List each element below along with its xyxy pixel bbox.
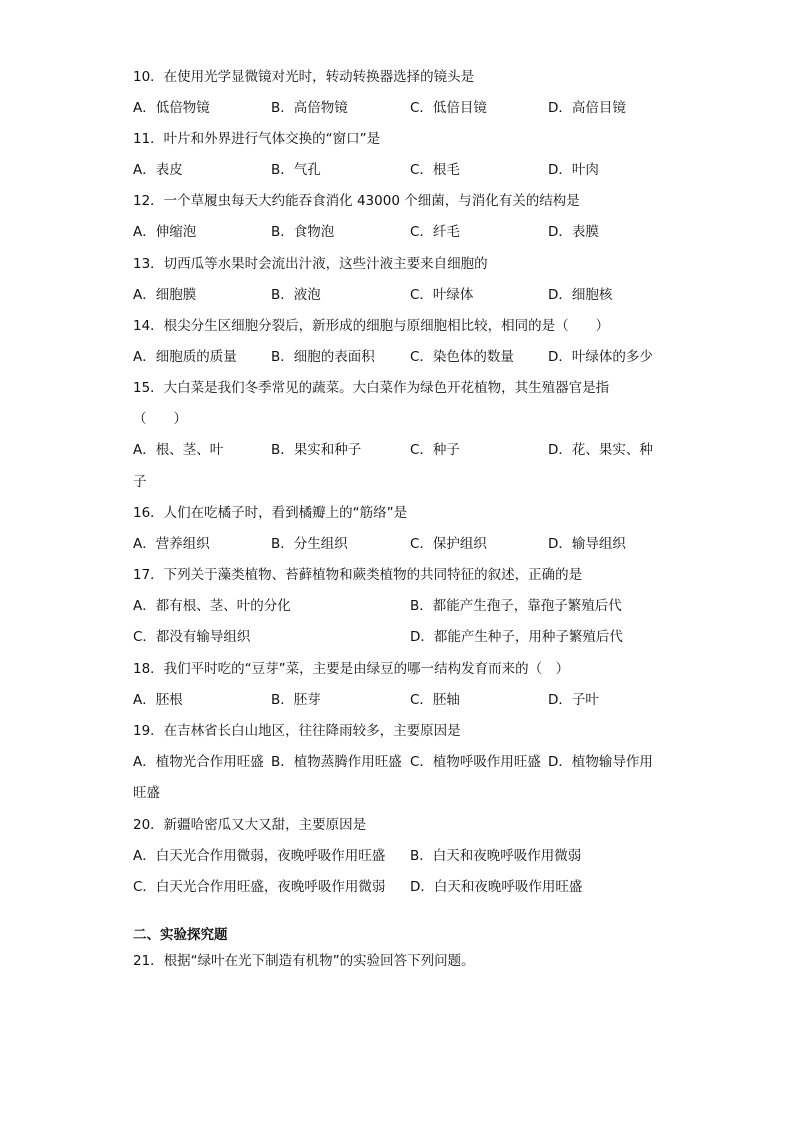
question-10-option-b: B．高倍物镜: [271, 100, 348, 116]
question-18-option-c: C．胚轴: [410, 692, 460, 708]
question-17-option-a: A．都有根、茎、叶的分化: [133, 598, 291, 614]
question-15-option-b: B．果实和种子: [271, 442, 362, 458]
question-17-option-d: D．都能产生种子，用种子繁殖后代: [410, 629, 623, 645]
question-13-option-a: A．细胞膜: [133, 287, 197, 303]
question-11-option-d: D．叶肉: [548, 162, 599, 178]
question-12-stem: 12．一个草履虫每天大约能吞食消化 43000 个细菌，与消化有关的结构是: [133, 193, 580, 209]
question-14-option-d: D．叶绿体的多少: [548, 349, 653, 365]
question-19-option-a: A．植物光合作用旺盛: [133, 754, 264, 770]
question-14-option-b: B．细胞的表面积: [271, 349, 375, 365]
question-13-stem: 13．切西瓜等水果时会流出汁液，这些汁液主要来自细胞的: [133, 256, 488, 272]
question-16-option-b: B．分生组织: [271, 536, 348, 552]
question-16-option-c: C．保护组织: [410, 536, 487, 552]
question-17-stem: 17．下列关于藻类植物、苔藓植物和蕨类植物的共同特征的叙述，正确的是: [133, 567, 583, 583]
question-19-option-d-wrap: 旺盛: [133, 785, 160, 801]
question-13-option-d: D．细胞核: [548, 287, 613, 303]
question-15-option-d: D．花、果实、种: [548, 442, 653, 458]
question-18-option-a: A．胚根: [133, 692, 183, 708]
question-15-option-c: C．种子: [410, 442, 460, 458]
section-heading: 二、实验探究题: [133, 927, 228, 943]
question-16-stem: 16．人们在吃橘子时，看到橘瓣上的“筋络”是: [133, 505, 408, 521]
question-17-option-b: B．都能产生孢子，靠孢子繁殖后代: [410, 598, 622, 614]
question-15-stem-cont: （ ）: [133, 411, 187, 427]
question-15-stem: 15．大白菜是我们冬季常见的蔬菜。大白菜作为绿色开花植物，其生殖器官是指: [133, 380, 610, 396]
question-14-option-a: A．细胞质的质量: [133, 349, 237, 365]
question-20-stem: 20．新疆哈密瓜又大又甜，主要原因是: [133, 817, 367, 833]
question-18-option-d: D．子叶: [548, 692, 599, 708]
question-14-option-c: C．染色体的数量: [410, 349, 514, 365]
question-20-option-c: C．白天光合作用旺盛，夜晚呼吸作用微弱: [133, 879, 386, 895]
question-12-option-b: B．食物泡: [271, 224, 335, 240]
question-20-option-d: D．白天和夜晚呼吸作用旺盛: [410, 879, 583, 895]
question-19-option-c: C．植物呼吸作用旺盛: [410, 754, 541, 770]
question-11-option-b: B．气孔: [271, 162, 321, 178]
question-11-stem: 11．叶片和外界进行气体交换的“窗口”是: [133, 131, 381, 147]
question-19-option-d: D．植物输导作用: [548, 754, 653, 770]
question-18-stem: 18．我们平时吃的“豆芽”菜，主要是由绿豆的哪一结构发育而来的（ ）: [133, 661, 570, 677]
question-21-stem: 21．根据“绿叶在光下制造有机物”的实验回答下列问题。: [133, 953, 475, 969]
question-11-option-c: C．根毛: [410, 162, 460, 178]
question-10-option-c: C．低倍目镜: [410, 100, 487, 116]
question-10-option-a: A．低倍物镜: [133, 100, 210, 116]
question-20-option-b: B．白天和夜晚呼吸作用微弱: [410, 848, 582, 864]
question-11-option-a: A．表皮: [133, 162, 183, 178]
question-13-option-b: B．液泡: [271, 287, 321, 303]
question-12-option-d: D．表膜: [548, 224, 599, 240]
question-10-option-d: D．高倍目镜: [548, 100, 626, 116]
question-15-option-a: A．根、茎、叶: [133, 442, 224, 458]
question-16-option-a: A．营养组织: [133, 536, 210, 552]
question-20-option-a: A．白天光合作用微弱，夜晚呼吸作用旺盛: [133, 848, 386, 864]
question-15-option-d-wrap: 子: [133, 474, 147, 490]
question-13-option-c: C．叶绿体: [410, 287, 474, 303]
question-10-stem: 10．在使用光学显微镜对光时，转动转换器选择的镜头是: [133, 69, 475, 85]
question-19-option-b: B．植物蒸腾作用旺盛: [271, 754, 402, 770]
question-12-option-c: C．纤毛: [410, 224, 460, 240]
question-19-stem: 19．在吉林省长白山地区，往往降雨较多，主要原因是: [133, 723, 461, 739]
question-17-option-c: C．都没有输导组织: [133, 629, 251, 645]
question-12-option-a: A．伸缩泡: [133, 224, 197, 240]
question-16-option-d: D．输导组织: [548, 536, 626, 552]
question-14-stem: 14．根尖分生区细胞分裂后，新形成的细胞与原细胞相比较，相同的是（ ）: [133, 318, 610, 334]
question-18-option-b: B．胚芽: [271, 692, 321, 708]
